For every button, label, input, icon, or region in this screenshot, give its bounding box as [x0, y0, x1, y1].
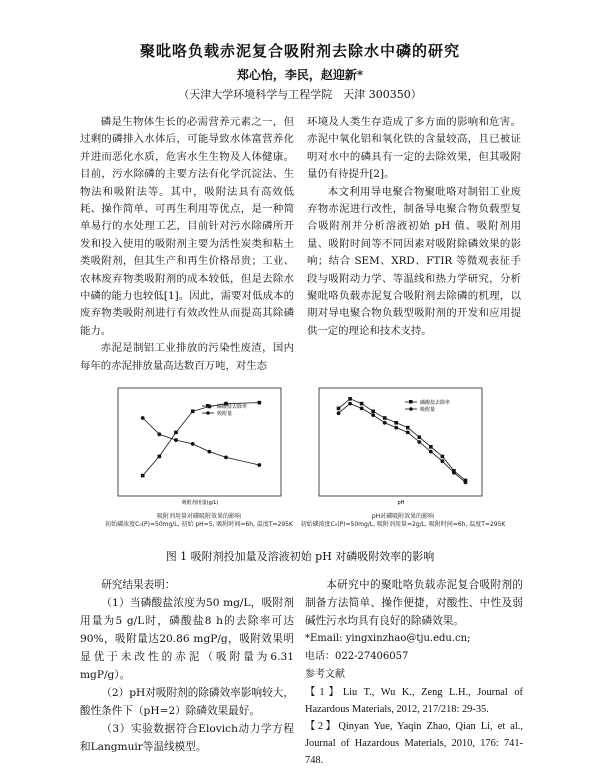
phone: 电话：022-27406057	[305, 651, 409, 662]
chart-ph	[313, 382, 488, 511]
series-line-capacity	[339, 404, 466, 483]
chart-dosage	[112, 382, 287, 511]
reference-item: 【1】Liu T., Wu K., Zeng L.H., Journal of Hazardous Materials, 2012, 217/218: 29-35.	[305, 687, 523, 715]
legend-marker-removal	[409, 400, 413, 404]
subfigure-title: 吸附剂用量对磷吸附效果的影响	[156, 513, 241, 520]
body-column-left	[80, 114, 294, 375]
data-point	[440, 459, 444, 463]
data-point	[429, 450, 433, 454]
result-item: （1）当磷酸盐浓度为50 mg/L，吸附剂用量为5 g/L时，磷酸盐8 h的去除率可达90%，吸附量达20.86 mgP/g，吸附效果明显优于未改性的赤泥（吸附量为6.31 mgP/g）。	[80, 597, 294, 681]
paper-title: 聚吡咯负载赤泥复合吸附剂去除水中磷的研究	[139, 42, 460, 60]
data-point	[452, 471, 456, 475]
data-point	[383, 421, 387, 425]
body-column-right	[307, 114, 521, 340]
subfigure-conditions: 初始磷浓度C₀(P)=50mg/L, 吸附剂用量=2g/L, 吸附时间=6h, 温度T=295K	[300, 521, 506, 528]
body-paragraph: 赤泥是制铝工业排放的污染性废渣，国内每年的赤泥排放量高达数百万吨，对生态	[80, 342, 294, 372]
data-point	[417, 440, 421, 444]
results-heading: 研究结果表明：	[101, 579, 176, 591]
affiliation: （天津大学环境科学与工程学院 天津 300350）	[178, 88, 422, 101]
body-paragraph: 本文利用导电聚合物聚吡咯对制铝工业废弃物赤泥进行改性，制备导电聚合物负载型复合吸附剂并分析溶液初始 pH 值、吸附剂用量、吸附时间等不同因素对吸附除磷效果的影响；结合 SEM、XRD、FTIR 等微观表征手段与吸附动力学、等温线和热力学研究，分析聚吡咯负载赤泥复合吸附剂去除磷的机理，以期对导电聚合物负载型吸附剂的开发和应用提供一定的理论和技术支持。	[307, 185, 521, 337]
data-point	[258, 401, 262, 405]
results-column-right	[305, 576, 523, 769]
subfigure-caption-right	[300, 513, 506, 529]
data-point	[348, 402, 352, 406]
data-point	[174, 431, 178, 435]
data-point	[257, 463, 261, 467]
data-point	[337, 411, 341, 415]
data-point	[141, 416, 145, 420]
data-point	[157, 432, 161, 436]
result-item: （3）实验数据符合Elovich动力学方程和Langmuir等温线模型。	[80, 723, 294, 753]
data-point	[394, 421, 398, 425]
data-point	[360, 402, 364, 406]
subfigure-title: pH对磷吸附效果的影响	[371, 513, 435, 520]
author-list: 郑心怡，李民，赵迎新*	[236, 68, 364, 82]
data-point	[464, 480, 468, 484]
data-point	[371, 413, 375, 417]
subfigure-caption-left	[96, 513, 302, 529]
data-point	[141, 474, 145, 478]
data-point	[394, 426, 398, 430]
legend	[405, 399, 450, 413]
data-point	[406, 431, 410, 435]
data-point	[371, 409, 375, 413]
data-point	[224, 455, 228, 459]
data-point	[191, 442, 195, 446]
series-line-removal	[339, 399, 466, 481]
data-point	[441, 455, 445, 459]
legend-label-removal: 磷酸盐去除率	[420, 400, 451, 406]
data-point	[174, 438, 178, 442]
body-paragraph: 环境及人类生存造成了多方面的影响和危害。赤泥中氧化铝和氧化铁的含量较高，且已被证明对水中的磷具有一定的去除效果，但其吸附量仍有待提升[2]。	[307, 116, 521, 181]
legend-marker-capacity	[409, 407, 413, 411]
plot-frame	[118, 388, 281, 496]
body-paragraph: 磷是生物体生长的必需营养元素之一，但过剩的磷排入水体后，可能导致水体富营养化并进而恶化水质，危害水生生物及人体健康。目前，污水除磷的主要方法有化学沉淀法、生物法和吸附法等。其中，吸附法具有高效低耗、操作简单、可再生利用等优点，是一种简单易行的水处理工艺，目前针对污水除磷所开发和投入使用的吸附剂主要为活性炭类和粘土类吸附剂，但其生产和再生价格昂贵；工业、农林废弃物类吸附剂的成本较低，但是去除水中磷的能力也较低[1]。因此，需要对低成本的废弃物类吸附剂进行有效改性从而提高其除磷能力。	[80, 116, 294, 337]
legend-label-capacity: 吸附量	[217, 411, 233, 417]
conclusion-paragraph: 本研究中的聚吡咯负载赤泥复合吸附剂的制备方法简单、操作便捷，对酸性、中性及弱碱性污水均具有良好的除磷效果。	[305, 579, 523, 627]
data-point	[348, 397, 352, 401]
data-point	[360, 407, 364, 411]
data-point	[383, 416, 387, 420]
x-axis-label: 吸附剂用量(g/L)	[181, 500, 219, 506]
chart-dosage-svg	[112, 382, 287, 507]
data-point	[158, 455, 162, 459]
data-point	[207, 450, 211, 454]
x-axis-label: pH	[397, 500, 405, 506]
email: *Email: yingxinzhao@tju.edu.cn;	[305, 633, 471, 644]
legend-marker-removal	[206, 404, 210, 408]
data-point	[337, 407, 341, 411]
series-line-removal	[143, 403, 260, 476]
reference-item: 【2】Qinyan Yue, Yaqin Zhao, Qian Li, et al., Journal of Hazardous Materials, 2010, 176: 741-748.	[305, 721, 523, 766]
subfigure-conditions: 初始磷浓度C₀(P)=50mg/L, 初始 pH=5, 吸附时间=6h, 温度T=295K	[105, 521, 293, 528]
references-heading: 参考文献	[305, 669, 345, 680]
chart-ph-svg	[313, 382, 488, 507]
data-point	[429, 445, 433, 449]
results-column-left	[80, 576, 294, 756]
legend-label-capacity: 吸附量	[420, 407, 436, 413]
data-point	[191, 409, 195, 413]
legend-marker-capacity	[206, 411, 210, 415]
data-point	[406, 426, 410, 430]
legend-label-removal: 磷酸盐去除率	[217, 404, 248, 410]
legend	[202, 403, 247, 417]
figure-caption: 图 1 吸附剂投加量及溶液初始 pH 对磷吸附效率的影响	[165, 550, 435, 563]
data-point	[418, 435, 422, 439]
result-item: （2）pH对吸附剂的除磷效率影响较大，酸性条件下（pH=2）除磷效果最好。	[80, 687, 294, 717]
